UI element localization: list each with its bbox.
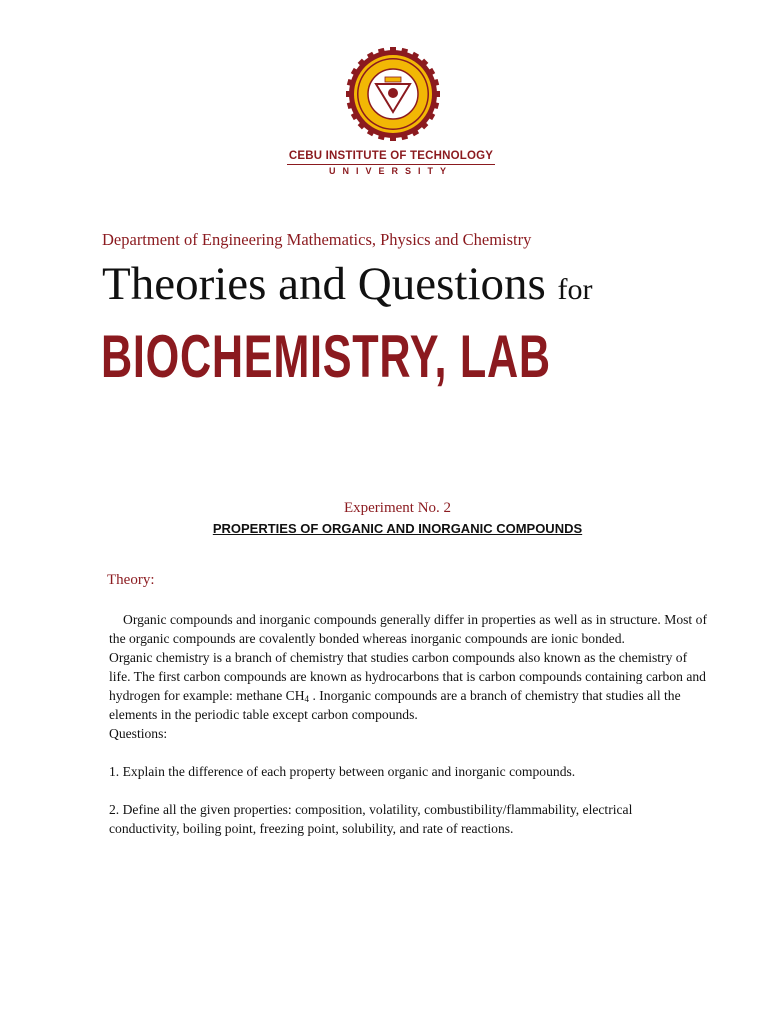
- theory-heading: Theory:: [107, 572, 155, 588]
- theory-paragraph-2-end: . Inorganic compounds are a branch of chemistry that studies all the elements in the periodic table except carbon compounds.: [109, 688, 681, 722]
- university-seal-logo: [345, 46, 441, 142]
- subject-title: BIOCHEMISTRY, LAB: [101, 323, 551, 390]
- theory-paragraph-1: Organic compounds and inorganic compounds generally differ in properties as well as in structure. Most of the organic compounds are covalently bonded whereas inorganic compounds are ionic bonded.: [109, 612, 707, 646]
- question-1: 1. Explain the difference of each property between organic and inorganic compounds.: [109, 764, 576, 779]
- seal-gear-tooth: [390, 133, 396, 141]
- experiment-number: Experiment No. 2: [343, 500, 452, 516]
- seal-gear-tooth: [432, 91, 440, 97]
- question-2: 2. Define all the given properties: composition, volatility, combustibility/flammability, electrical conductivity, boiling point, freezing point, solubility, and rate of reactions.: [109, 802, 633, 836]
- document-title: [102, 257, 593, 311]
- questions-heading: Questions:: [109, 726, 168, 741]
- methane-subscript: 4: [304, 694, 310, 704]
- seal-gear-tooth: [346, 91, 354, 97]
- university-name: CEBU INSTITUTE OF TECHNOLOGY: [288, 150, 494, 162]
- university-subtitle: UNIVERSITY: [328, 166, 453, 176]
- theory-paragraph-2-start: Organic chemistry is a branch of chemistry that studies carbon compounds also known as the chemistry of life. The first carbon compounds are known as hydrocarbons that is carbon compounds containing carbon and hydrogen for example: methane CH: [109, 650, 706, 703]
- seal-icon: [345, 46, 441, 142]
- divider: [287, 164, 495, 165]
- theory-paragraph-2: [109, 648, 707, 724]
- experiment-title: PROPERTIES OF ORGANIC AND INORGANIC COMPOUNDS: [212, 521, 583, 536]
- seal-gear-tooth: [390, 47, 396, 55]
- title-main: Theories and Questions: [102, 258, 546, 310]
- title-suffix: for: [557, 273, 593, 306]
- theory-body: [109, 610, 707, 838]
- department-name: Department of Engineering Mathematics, Physics and Chemistry: [102, 230, 532, 249]
